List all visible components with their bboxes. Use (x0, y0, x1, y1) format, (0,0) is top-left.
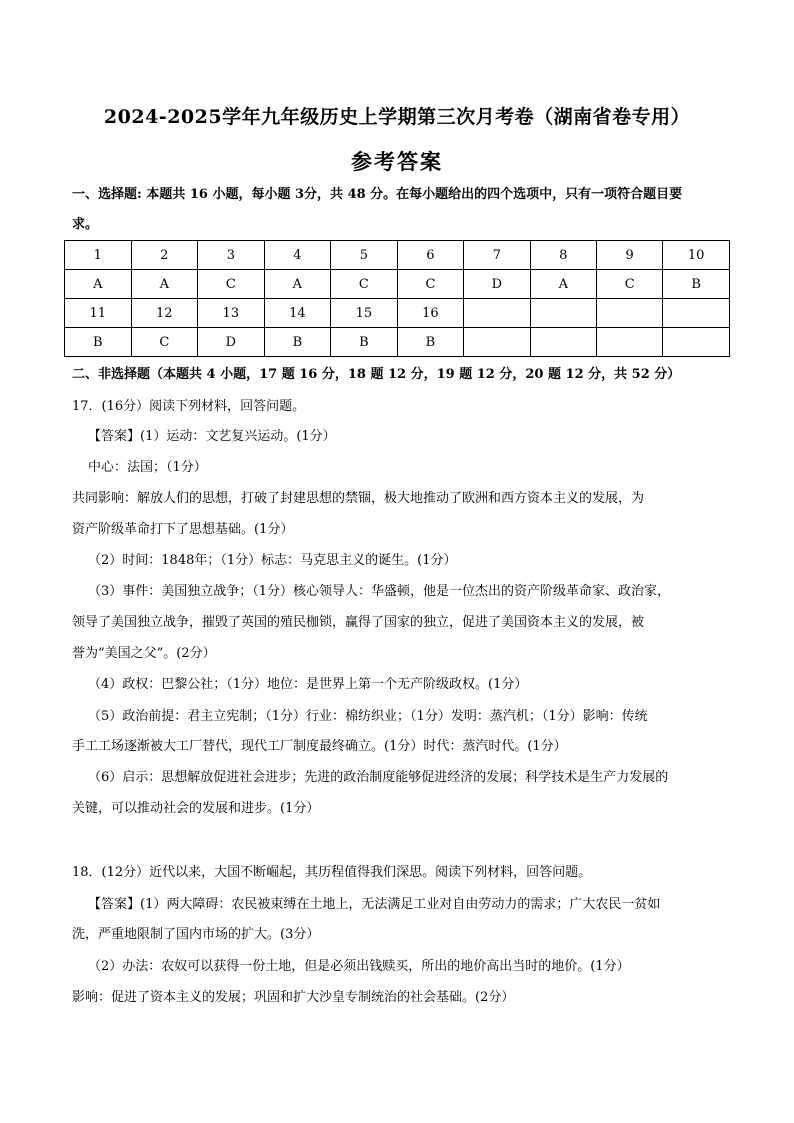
answer-table-cell: C (331, 270, 398, 299)
answer-table-cell (464, 299, 530, 328)
answer-table-cell: C (596, 270, 662, 299)
answer-table-cell: C (397, 270, 464, 299)
answer-table-cell: 5 (331, 241, 398, 270)
answer-table-cell: B (264, 328, 331, 357)
answer-table-cell: D (464, 270, 530, 299)
answer-table-cell: B (65, 328, 132, 357)
answer-table-cell: 11 (65, 299, 132, 328)
answer-table-cell: D (198, 328, 265, 357)
section1-heading: 一、选择题: 本题共 16 小题，每小题 3分，共 48 分。在每小题给出的四个选项中，只有一项符合题目要 (72, 187, 683, 202)
answer-table-cell: A (264, 270, 331, 299)
answer-table-cell (530, 299, 596, 328)
answer-table-cell (663, 299, 730, 328)
answer-line: 领导了美国独立战争，摧毁了英国的殖民枷锁，赢得了国家的独立，促进了美国资本主义的发展，被 (72, 615, 645, 630)
answer-table-row (65, 299, 730, 328)
answer-table-cell: 10 (663, 241, 730, 270)
answer-table-cell: B (397, 328, 464, 357)
answer-line: （4）政权：巴黎公社；（1分）地位：是世界上第一个无产阶级政权。(1分） (88, 677, 528, 692)
answer-table-cell: 15 (331, 299, 398, 328)
answer-table-cell (464, 328, 530, 357)
answer-line: 手工工场逐渐被大工厂替代，现代工厂制度最终确立。(1分）时代：蒸汽时代。(1分） (72, 739, 567, 754)
page-subtitle: 参考答案 (351, 149, 443, 174)
answer-line: 共同影响：解放人们的思想，打破了封建思想的禁锢，极大地推动了欧洲和西方资本主义的发展，为 (72, 491, 645, 506)
answer-table-cell (596, 299, 662, 328)
answer-table-cell: 3 (198, 241, 265, 270)
answer-line: 中心：法国；（1分） (88, 460, 207, 475)
answer-table-cell: 7 (464, 241, 530, 270)
answer-line: 关键，可以推动社会的发展和进步。(1分） (72, 801, 320, 816)
answer-line: 资产阶级革命打下了思想基础。(1分） (72, 522, 294, 537)
answer-table-row (65, 241, 730, 270)
answer-table-cell: 8 (530, 241, 596, 270)
answer-line: 誉为“美国之父”。(2分） (72, 646, 216, 661)
answer-table-cell: 16 (397, 299, 464, 328)
answer-table-cell (596, 328, 662, 357)
answer-line: （2）办法：农奴可以获得一份土地，但是必须出钱赎买，所出的地价高出当时的地价。(1分） (88, 959, 630, 974)
answer-table-cell: B (331, 328, 398, 357)
answer-table-cell: B (663, 270, 730, 299)
answer-table-cell: 12 (131, 299, 198, 328)
answer-table-cell: 4 (264, 241, 331, 270)
answer-line: 【答案】(1）运动：文艺复兴运动。(1分） (88, 429, 336, 444)
answer-table-cell: 9 (596, 241, 662, 270)
answer-table-cell (663, 328, 730, 357)
answer-table-cell: C (198, 270, 265, 299)
answer-table (64, 240, 730, 357)
answer-table-cell: 1 (65, 241, 132, 270)
answer-table-cell: A (131, 270, 198, 299)
answer-line: 影响：促进了资本主义的发展；巩固和扩大沙皇专制统治的社会基础。(2分） (72, 990, 515, 1005)
answer-table-row (65, 328, 730, 357)
answer-table-cell: 13 (198, 299, 265, 328)
answer-line: （6）启示：思想解放促进社会进步；先进的政治制度能够促进经济的发展；科学技术是生产力发展的 (88, 770, 669, 785)
answer-line: （3）事件：美国独立战争；（1分）核心领导人：华盛顿，他是一位杰出的资产阶级革命家、政治家， (88, 584, 671, 599)
answer-table-row (65, 270, 730, 299)
section2-heading: 二、非选择题（本题共 4 小题，17 题 16 分，18 题 12 分，19 题 12 分，20 题 12 分，共 52 分） (72, 367, 681, 382)
answer-table-cell: 2 (131, 241, 198, 270)
answer-table-cell: 6 (397, 241, 464, 270)
answer-table-cell: C (131, 328, 198, 357)
answer-line: 洗，严重地限制了国内市场的扩大。(3分） (72, 927, 320, 942)
answer-table-cell: A (65, 270, 132, 299)
q17-title: 17．(16分）阅读下列材料，回答问题。 (72, 399, 306, 414)
answer-table-cell: 14 (264, 299, 331, 328)
answer-line: 【答案】(1）两大障碍：农民被束缚在土地上，无法满足工业对自由劳动力的需求；广大农民一贫如 (88, 897, 661, 912)
page-title: 2024-2025学年九年级历史上学期第三次月考卷（湖南省卷专用） (103, 106, 691, 128)
q18-title: 18．(12分）近代以来，大国不断崛起，其历程值得我们深思。阅读下列材料，回答问题。 (72, 865, 592, 880)
answer-line: （2）时间：1848年；（1分）标志：马克思主义的诞生。(1分） (88, 553, 457, 568)
answer-table-cell: A (530, 270, 596, 299)
section1-heading-cont: 求。 (72, 217, 99, 232)
answer-table-cell (530, 328, 596, 357)
answer-line: （5）政治前提：君主立宪制；（1分）行业：棉纺织业；（1分）发明：蒸汽机；（1分）影响：传统 (88, 709, 648, 724)
